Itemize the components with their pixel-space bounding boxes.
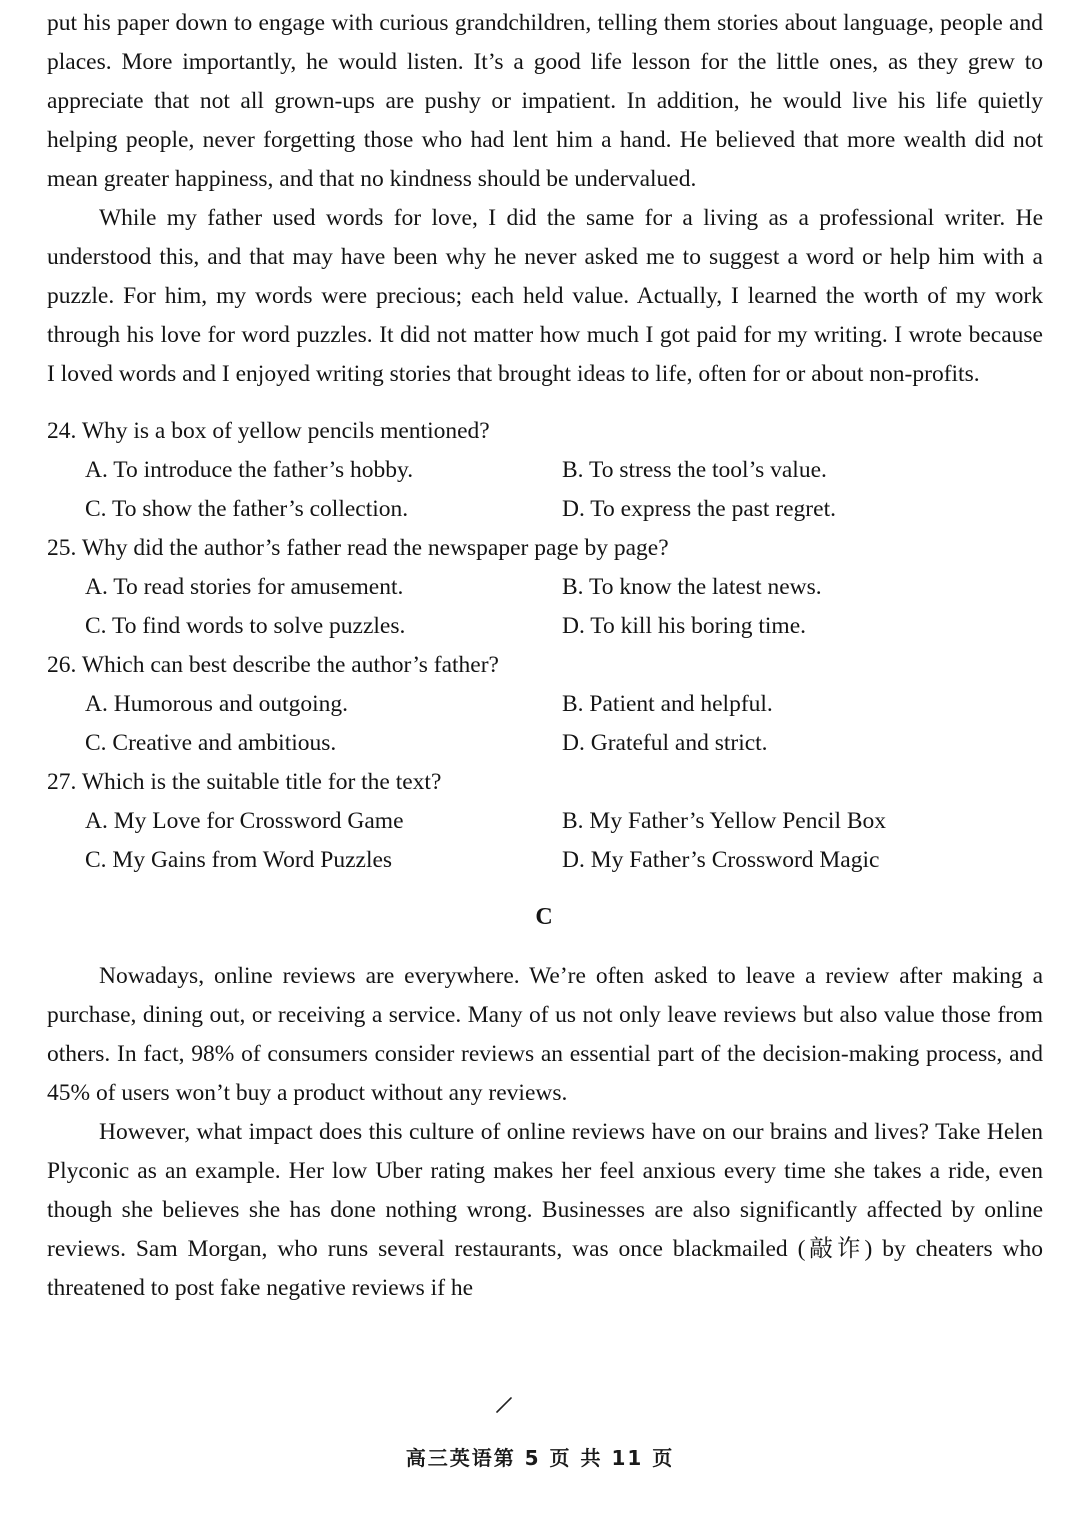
exam-page <box>47 4 1043 1308</box>
question-options <box>47 451 1043 529</box>
question-27 <box>47 763 1043 880</box>
option-d: D. To express the past regret. <box>562 496 836 522</box>
question-options <box>47 685 1043 763</box>
option-a: A. Humorous and outgoing. <box>85 691 349 717</box>
option-a: A. To read stories for amusement. <box>85 574 404 600</box>
option-a: A. My Love for Crossword Game <box>85 808 404 834</box>
passage-c-paragraph-2: However, what impact does this culture of online reviews have on our brains and lives? Take Helen Plyconic as an example. Her low Uber rating makes her feel anxious every time she takes a ride, even though she believes she has done nothing wrong. Businesses are also significantly affected by online reviews. Sam Morgan, who runs several restaurants, was once blackmailed (敲诈) by cheaters who threatened to post fake negative reviews if he <box>47 1119 1043 1301</box>
pen-stroke-mark <box>494 1396 514 1414</box>
question-stem: 25. Why did the author’s father read the newspaper page by page? <box>47 535 669 561</box>
question-list <box>47 412 1043 880</box>
question-stem: 24. Why is a box of yellow pencils mentioned? <box>47 418 490 444</box>
option-c: C. Creative and ambitious. <box>85 730 337 756</box>
passage-c-paragraph-1: Nowadays, online reviews are everywhere. We’re often asked to leave a review after making a purchase, dining out, or receiving a service. Many of us not only leave reviews but also value those from others. In fact, 98% of consumers consider reviews an essential part of the decision-making process, and 45% of users won’t buy a product without any reviews. <box>47 963 1043 1106</box>
option-d: D. Grateful and strict. <box>562 730 768 756</box>
option-d: D. To kill his boring time. <box>562 613 807 639</box>
option-c: C. To show the father’s collection. <box>85 496 409 522</box>
question-options <box>47 802 1043 880</box>
question-24 <box>47 412 1043 529</box>
passage-b-paragraph-2: While my father used words for love, I did the same for a living as a professional writer. He understood this, and that may have been why he never asked me to suggest a word or help him with a puzzle. For him, my words were precious; each held value. Actually, I learned the worth of my work through his love for word puzzles. It did not matter how much I got paid for my writing. I wrote because I loved words and I enjoyed writing stories that brought ideas to life, often for or about non-profits. <box>47 205 1043 387</box>
option-b: B. To know the latest news. <box>562 574 822 600</box>
option-b: B. My Father’s Yellow Pencil Box <box>562 808 887 834</box>
passage-b-paragraph-1: put his paper down to engage with curious grandchildren, telling them stories about language, people and places. More importantly, he would listen. It’s a good life lesson for the little ones, as they grew to appreciate that not all grown-ups are pushy or impatient. In addition, he would live his life quietly helping people, never forgetting those who had lent him a hand. He believed that more wealth did not mean greater happiness, and that no kindness should be undervalued. <box>47 10 1043 192</box>
passage-c <box>47 957 1043 1308</box>
option-d: D. My Father’s Crossword Magic <box>562 847 880 873</box>
option-b: B. To stress the tool’s value. <box>562 457 827 483</box>
page-footer: 高三英语第 5 页 共 11 页 <box>405 1446 675 1470</box>
option-a: A. To introduce the father’s hobby. <box>85 457 414 483</box>
question-25 <box>47 529 1043 646</box>
option-b: B. Patient and helpful. <box>562 691 773 717</box>
option-c: C. To find words to solve puzzles. <box>85 613 406 639</box>
question-options <box>47 568 1043 646</box>
question-stem: 27. Which is the suitable title for the text? <box>47 769 442 795</box>
passage-b <box>47 4 1043 394</box>
question-stem: 26. Which can best describe the author’s father? <box>47 652 499 678</box>
section-c-heading: C <box>535 904 553 930</box>
option-c: C. My Gains from Word Puzzles <box>85 847 393 873</box>
question-26 <box>47 646 1043 763</box>
